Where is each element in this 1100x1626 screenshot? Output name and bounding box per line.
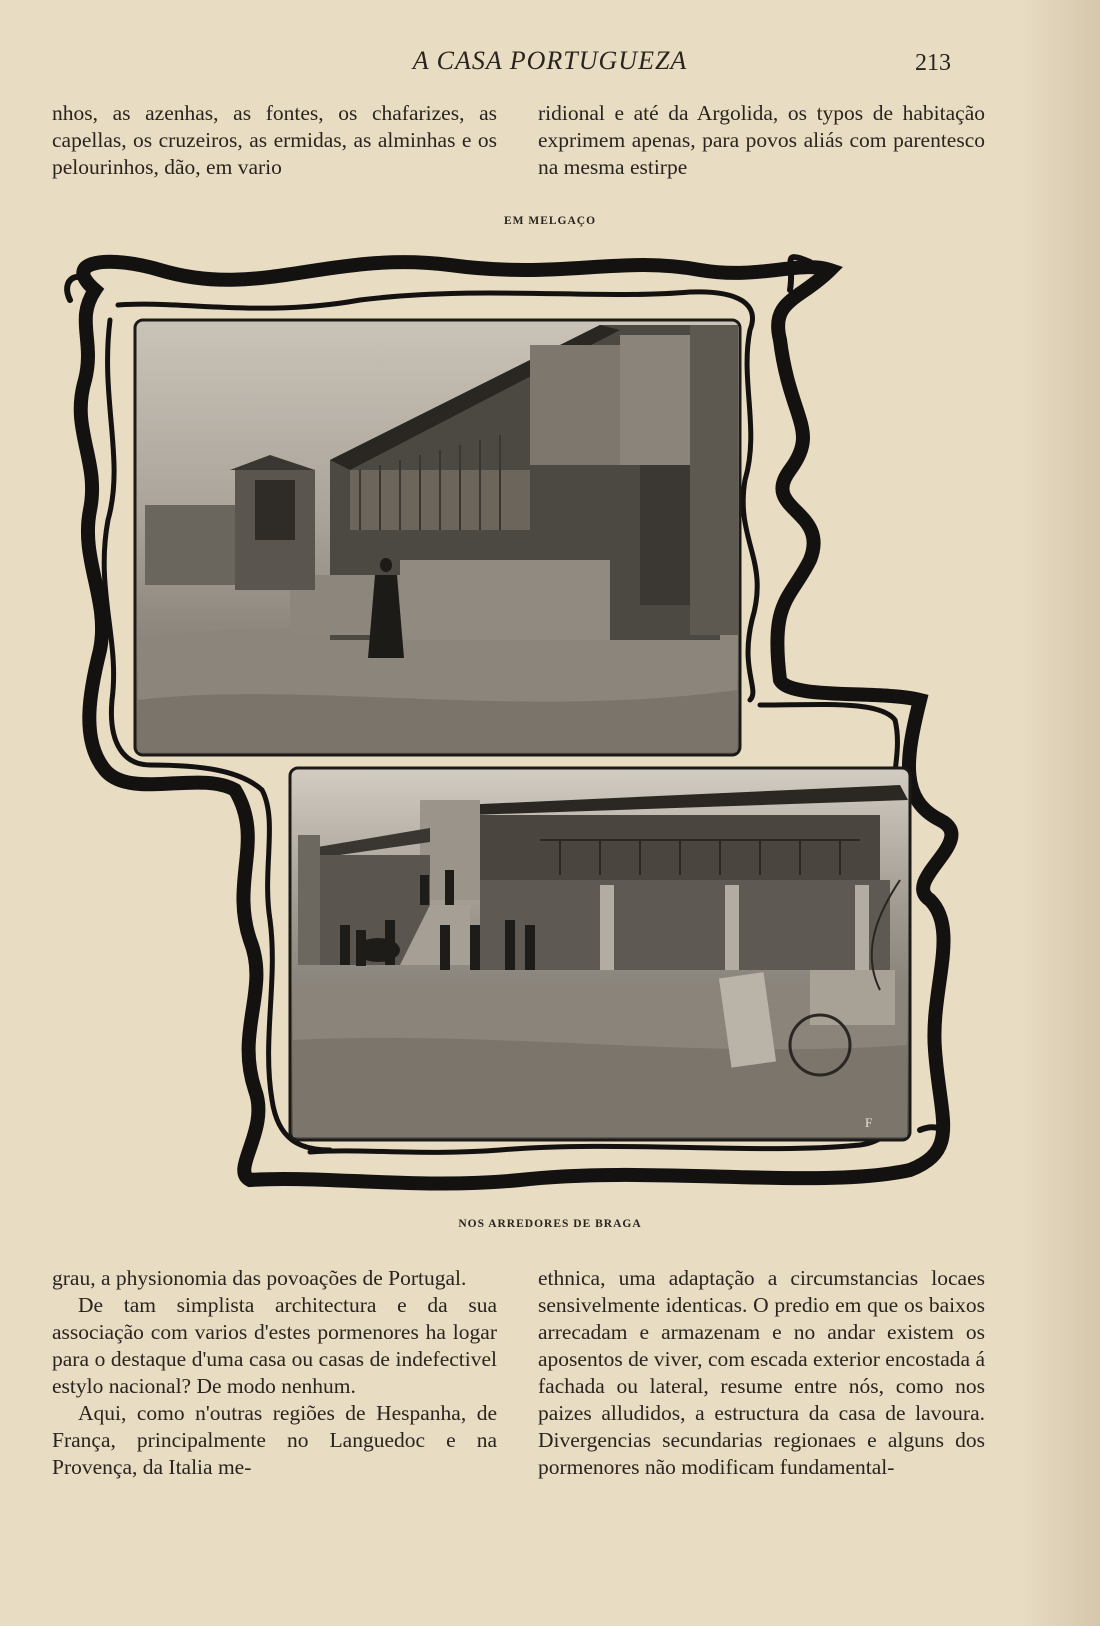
paragraph: Aqui, como n'outras regiões de Hespanha, de França, principalmente no Languedoc e na Provença, da Italia me- bbox=[52, 1401, 497, 1479]
paragraph: nhos, as azenhas, as fontes, os chafarizes, as capellas, os cruzeiros, as ermidas, as alminhas e os pelourinhos, dão, em vario bbox=[52, 101, 497, 179]
photo-braga bbox=[290, 768, 910, 1140]
running-title: A CASA PORTUGUEZA bbox=[412, 46, 688, 75]
paragraph: ridional e até da Argolida, os typos de habitação exprimem apenas, para povos aliás com parentesco na mesma estirpe bbox=[538, 101, 985, 179]
caption-top: EM MELGAÇO bbox=[503, 215, 597, 227]
photographer-monogram: F bbox=[865, 1115, 873, 1130]
bottom-right-column bbox=[538, 1265, 985, 1481]
paragraph: grau, a physionomia das povoações de Portugal. bbox=[52, 1266, 467, 1290]
paragraph: De tam simplista architectura e da sua associação com varios d'estes pormenores ha logar para o destaque d'uma casa ou casas de indefectivel estylo nacional? De modo nenhum. bbox=[52, 1293, 497, 1398]
bottom-left-column bbox=[52, 1265, 497, 1481]
page-number: 213 bbox=[915, 50, 951, 76]
caption-bottom: NOS ARREDORES DE BRAGA bbox=[458, 1218, 642, 1230]
paragraph: ethnica, uma adaptação a circumstancias locaes sensivelmente identicas. O predio em que os baixos arrecadam e armazenam e no andar existem os aposentos de viver, com escada exterior encostada á fachada ou lateral, resume entre nós, como nos paizes alludidos, a estructura da casa de lavoura. Divergencias secundarias regionaes e alguns dos pormenores não modificam fundamental- bbox=[538, 1266, 985, 1479]
photo-melgaco bbox=[135, 320, 740, 755]
